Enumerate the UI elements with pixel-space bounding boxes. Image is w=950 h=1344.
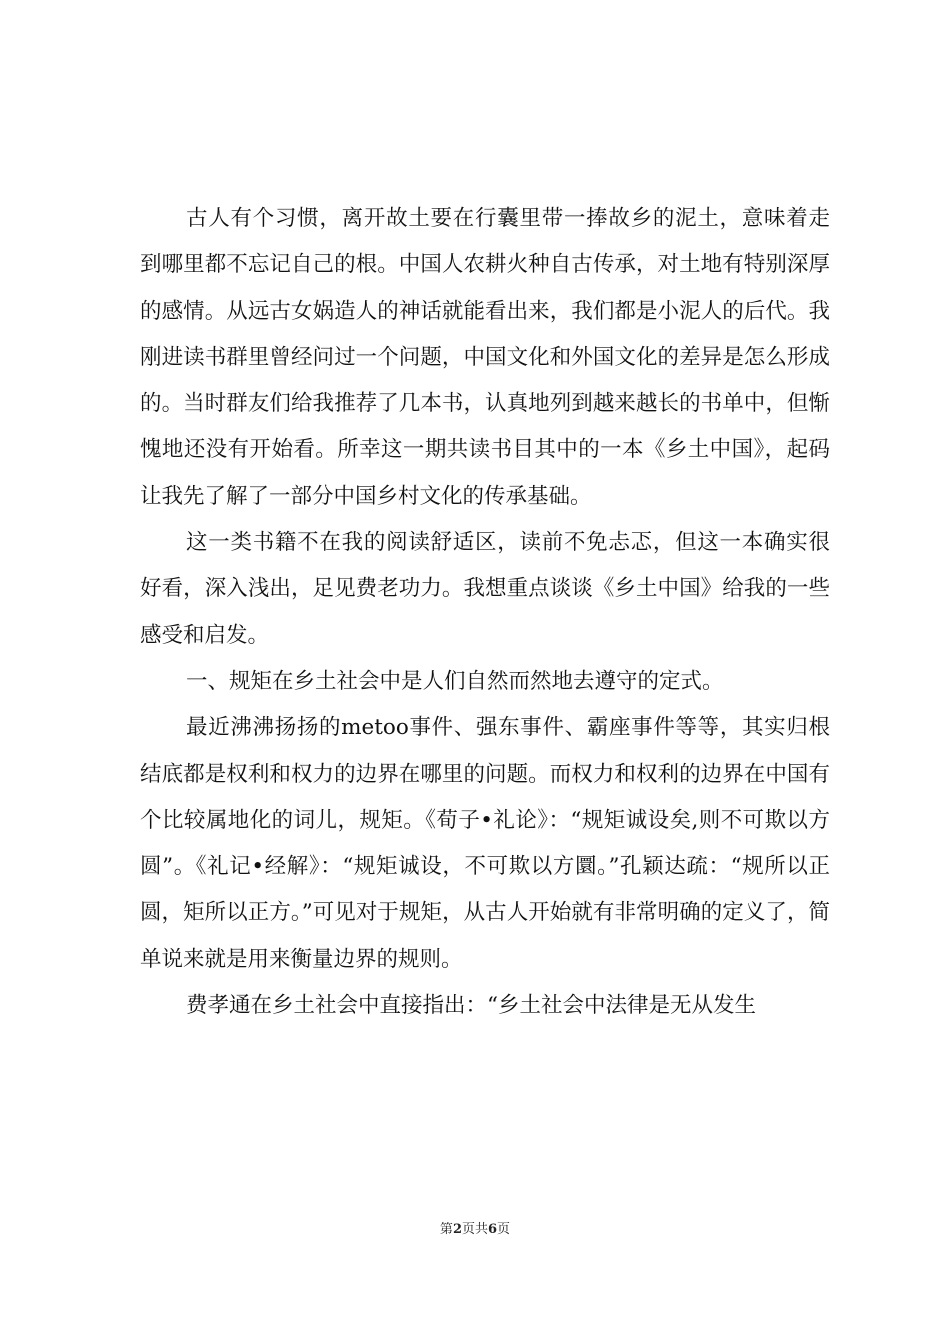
footer-total-pages: 6 <box>488 1222 498 1237</box>
paragraph-3: 一、规矩在乡土社会中是人们自然而然地去遵守的定式。 <box>186 668 724 694</box>
paragraph-1: 古人有个习惯，离开故土要在行囊里带一捧故乡的泥土，意味着走到哪里都不忘记自己的根。中国人农耕火种自古传承，对土地有特别深厚的感情。从远古女娲造人的神话就能看出来，我们都是小泥人的后代。我刚进读书群里曾经问过一个问题，中国文化和外国文化的差异是怎么形成的。当时群友们给我推荐了几本书，认真地列到越来越长的书单中，但惭愧地还没有开始看。所幸这一期共读书目其中的一本《乡土中国》，起码让我先了解了一部分中国乡村文化的传承基础。 <box>140 206 830 509</box>
footer-middle: 页共 <box>461 1222 488 1237</box>
footer-suffix: 页 <box>497 1222 511 1237</box>
footer-current-page: 2 <box>452 1222 462 1237</box>
document-body <box>140 196 830 1029</box>
paragraph-2: 这一类书籍不在我的阅读舒适区，读前不免忐忑，但这一本确实很好看，深入浅出，足见费老功力。我想重点谈谈《乡土中国》给我的一些感受和启发。 <box>140 530 830 648</box>
paragraph-4: 最近沸沸扬扬的metoo事件、强东事件、霸座事件等等，其实归根结底都是权利和权力的边界在哪里的问题。而权力和权利的边界在中国有个比较属地化的词儿，规矩。《荀子•礼论》：“规矩诚设矣,则不可欺以方圆”。《礼记•经解》：“规矩诚设，不可欺以方圜。”孔颖达疏：“规所以正圆，矩所以正方。”可见对于规矩，从古人开始就有非常明确的定义了，简单说来就是用来衡量边界的规则。 <box>140 715 830 972</box>
page-footer <box>0 1218 950 1237</box>
paragraph-5: 费孝通在乡土社会中直接指出：“乡土社会中法律是无从发生 <box>186 993 756 1019</box>
footer-prefix: 第 <box>439 1222 453 1237</box>
